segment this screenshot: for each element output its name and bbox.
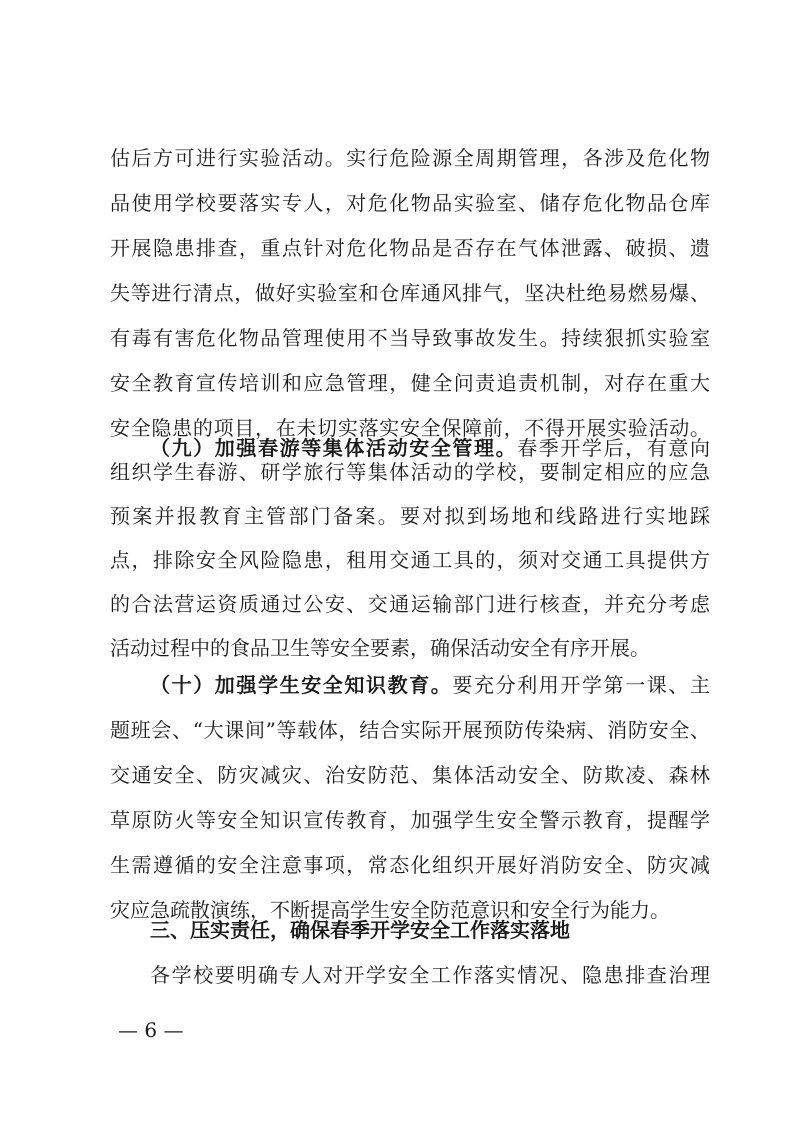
section-10-heading: （十）加强学生安全知识教育。 [150, 673, 453, 697]
paragraph-line: 开展隐患排查，重点针对危化物品是否存在气体泄露、破损、遗 [110, 236, 710, 260]
paragraph-line: 的合法营运资质通过公安、交通运输部门进行核查，并充分考虑 [110, 592, 710, 616]
paragraph-line: 组织学生春游、研学旅行等集体活动的学校，要制定相应的应急 [110, 460, 710, 484]
paragraph-line: 灾应急疏散演练，不断提高学生安全防范意识和安全行为能力。 [110, 898, 670, 922]
paragraph-line: 点，排除安全风险隐患，租用交通工具的，须对交通工具提供方 [110, 548, 710, 572]
section-3-first-line: 各学校要明确专人对开学安全工作落实情况、隐患排查治理 [150, 963, 710, 987]
paragraph-line: 有毒有害危化物品管理使用不当导致事故发生。持续狠抓实验室 [110, 326, 710, 350]
section-3-heading: 三、压实责任，确保春季开学安全工作落实落地 [150, 918, 570, 942]
paragraph-line: 失等进行清点，做好实验室和仓库通风排气，坚决杜绝易燃易爆、 [110, 281, 710, 305]
section-10-first-text: 要充分利用开学第一课、主 [452, 673, 711, 697]
section-9-heading: （九）加强春游等集体活动安全管理。 [150, 436, 518, 460]
page-number: — 6 — [118, 1018, 184, 1042]
paragraph-line: 预案并报教育主管部门备案。要对拟到场地和线路进行实地踩 [110, 504, 710, 528]
paragraph-line: 交通安全、防灾减灾、治安防范、集体活动安全、防欺凌、森林 [110, 763, 710, 787]
paragraph-line: 生需遵循的安全注意事项，常态化组织开展好消防安全、防灾减 [110, 853, 710, 877]
paragraph-line: 安全隐患的项目，在未切实落实安全保障前，不得开展实验活动。 [110, 416, 710, 440]
section-10-first-line [150, 670, 710, 700]
paragraph-line: 安全教育宣传培训和应急管理，健全问责追责机制，对存在重大 [110, 371, 710, 395]
paragraph-line: 草原防火等安全知识宣传教育，加强学生安全警示教育，提醒学 [110, 808, 710, 832]
paragraph-line: 题班会、“大课间”等载体，结合实际开展预防传染病、消防安全、 [110, 718, 710, 742]
paragraph-line: 估后方可进行实验活动。实行危险源全周期管理，各涉及危化物 [110, 146, 710, 170]
section-9-first-text: 春季开学后，有意向 [517, 436, 711, 460]
paragraph-line: 品使用学校要落实专人，对危化物品实验室、储存危化物品仓库 [110, 191, 710, 215]
paragraph-line: 活动过程中的食品卫生等安全要素，确保活动安全有序开展。 [110, 636, 650, 660]
